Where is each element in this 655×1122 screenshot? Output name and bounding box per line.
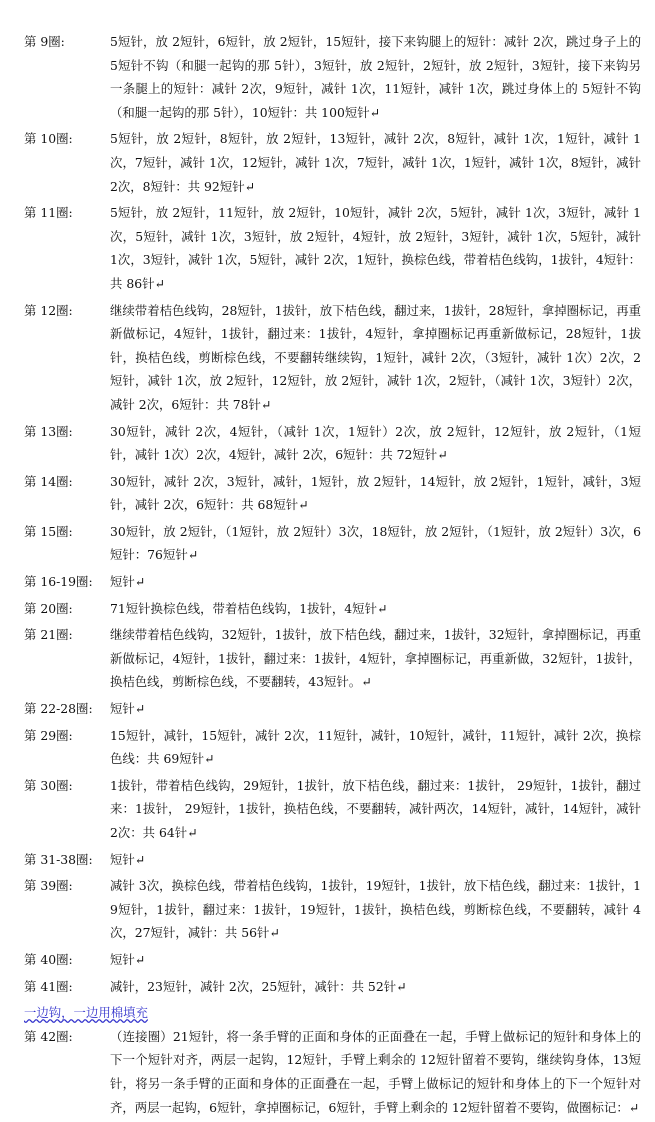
round-row [0, 470, 655, 517]
round-row [0, 774, 655, 845]
round-row [0, 874, 655, 945]
round-instructions: 1拔针，带着桔色线钩，29短针，1拔针，放下桔色线，翻过来：1拔针， 29短针，1拔针，翻过来：1拔针， 29短针，1拔针，换桔色线，不要翻转，减针两次，14短针，减针，14短针，减针 2次：共 64针↵ [110, 777, 641, 840]
round-instructions: （连接圈）21短针，将一条手臂的正面和身体的正面叠在一起，手臂上做标记的短针和身体上的下一个短针对齐，两层一起钩，12短针，手臂上剩余的 12短针留着不要钩，继续钩身体，13短针，将另一条手臂的正面和身体的正面叠在一起，手臂上做标记的短针和身体上的下一个短针对齐，两层一起钩，6短针，拿掉圈标记，6短针，手臂上剩余的 12短针留着不要钩，做圈标记：↵ [110, 1028, 641, 1115]
round-label: 第 12圈: [24, 302, 73, 318]
round-instructions: 短针↵ [110, 574, 146, 590]
round-row [0, 848, 655, 872]
round-label: 第 21圈: [24, 627, 73, 643]
round-row [0, 724, 655, 771]
round-row [0, 520, 655, 567]
round-label: 第 20圈: [24, 600, 73, 616]
round-instructions: 5短针，放 2短针，8短针，放 2短针，13短针，减针 2次，8短针，减针 1次，1短针，减针 1次，7短针，减针 1次，12短针，减针 1次，7短针，减针 1次，1短针，减针 1次，8短针，减针 2次，8短针：共 92短针↵ [110, 131, 641, 194]
round-row [0, 127, 655, 198]
round-instructions: 减针 3次，换棕色线，带着桔色线钩，1拔针，19短针，1拔针，放下桔色线，翻过来：1拔针，19短针，1拔针，翻过来：1拔针，19短针，1拔针，换桔色线，剪断棕色线，不要翻转，减针 4次，27短针，减针：共 56针↵ [110, 878, 641, 941]
round-instructions: 5短针，放 2短针，6短针，放 2短针，15短针，接下来钩腿上的短针：减针 2次，跳过身子上的 5短针不钩（和腿一起钩的那 5针），3短针，放 2短针，2短针，放 2短针，3短针，接下来钩另一条腿上的短针：减针 2次，9短针，减针 1次，11短针，减针 1次，跳过身体上的 5短针不钩（和腿一起钩的那 5针），10短针：共 100短针↵ [110, 34, 641, 120]
round-row [0, 299, 655, 417]
round-row [0, 570, 655, 594]
round-instructions: 短针↵ [110, 951, 146, 967]
round-label: 第 40圈: [24, 951, 73, 967]
round-label: 第 10圈: [24, 131, 73, 147]
round-instructions: 短针↵ [110, 701, 146, 717]
round-instructions: 15短针，减针，15短针，减针 2次，11短针，减针，10短针，减针，11短针，减针 2次，换棕色线：共 69短针↵ [110, 727, 641, 767]
round-label: 第 13圈: [24, 423, 73, 439]
round-label: 第 9圈: [24, 34, 65, 49]
round-row [0, 1025, 655, 1119]
round-instructions: 减针，23短针，减针 2次，25短针，减针：共 52针↵ [110, 978, 407, 994]
round-label: 第 42圈: [24, 1028, 73, 1044]
round-instructions: 继续带着桔色线钩，28短针，1拔针，放下桔色线，翻过来，1拔针，28短针，拿掉圈标记，再重新做标记，4短针，1拔针，翻过来：1拔针，4短针，拿掉圈标记再重新做标记，28短针，1拔针，换桔色线，剪断棕色线，不要翻转继续钩，1短针，减针 2次，（3短针，减针 1次）2次，2短针，减针 1次，放 2短针，12短针，放 2短针，减针 1次，2短针，（减针 1次，3短针）2次，减针 2次，6短针：共 78针↵ [110, 302, 641, 412]
round-label: 第 41圈: [24, 978, 73, 994]
round-label: 第 22-28圈: [24, 701, 93, 717]
stuffing-note: 一边钩，一边用棉填充 [24, 1005, 148, 1021]
round-row [0, 597, 655, 621]
round-instructions: 5短针，放 2短针，11短针，放 2短针，10短针，减针 2次，5短针，减针 1次，3短针，减针 1次，5短针，减针 1次，3短针，放 2短针，4短针，放 2短针，3短针，减针 1次，5短针，减针 1次，3短针，减针 1次，5短针，减针 2次，1短针，换棕色线，带着桔色线钩，1拔针，4短针：共 86针↵ [110, 205, 641, 291]
round-instructions: 短针↵ [110, 851, 146, 867]
round-label: 第 31-38圈: [24, 851, 93, 867]
round-row [0, 201, 655, 295]
round-instructions: 71短针换棕色线，带着桔色线钩，1拔针，4短针↵ [110, 600, 388, 616]
document-body [0, 30, 655, 1122]
round-row [0, 975, 655, 999]
round-row [0, 420, 655, 467]
round-instructions: 继续带着桔色线钩，32短针，1拔针，放下桔色线，翻过来，1拔针，32短针，拿掉圈标记，再重新做标记，4短针，1拔针，翻过来：1拔针，4短针，拿掉圈标记，再重新做，32短针，1拔针，换桔色线，剪断棕色线，不要翻转，43短针。↵ [110, 627, 641, 690]
round-label: 第 30圈: [24, 777, 73, 793]
round-row [0, 948, 655, 972]
round-row [0, 30, 655, 124]
round-instructions: 30短针，放 2短针，（1短针，放 2短针）3次，18短针，放 2短针，（1短针，放 2短针）3次，6短针：76短针↵ [110, 523, 641, 563]
round-instructions: 30短针，减针 2次，4短针，（减针 1次，1短针）2次，放 2短针，12短针，放 2短针，（1短针，减针 1次）2次，4短针，减针 2次，6短针：共 72短针↵ [110, 423, 641, 463]
round-label: 第 15圈: [24, 523, 73, 539]
round-label: 第 39圈: [24, 878, 73, 894]
round-label: 第 11圈: [24, 205, 73, 221]
round-row [0, 697, 655, 721]
round-label: 第 16-19圈: [24, 574, 93, 590]
round-row [0, 623, 655, 694]
round-instructions: 30短针，减针 2次，3短针，减针，1短针，放 2短针，14短针，放 2短针，1短针，减针，3短针，减针 2次，6短针：共 68短针↵ [110, 473, 641, 513]
round-label: 第 29圈: [24, 727, 73, 743]
round-label: 第 14圈: [24, 473, 73, 489]
